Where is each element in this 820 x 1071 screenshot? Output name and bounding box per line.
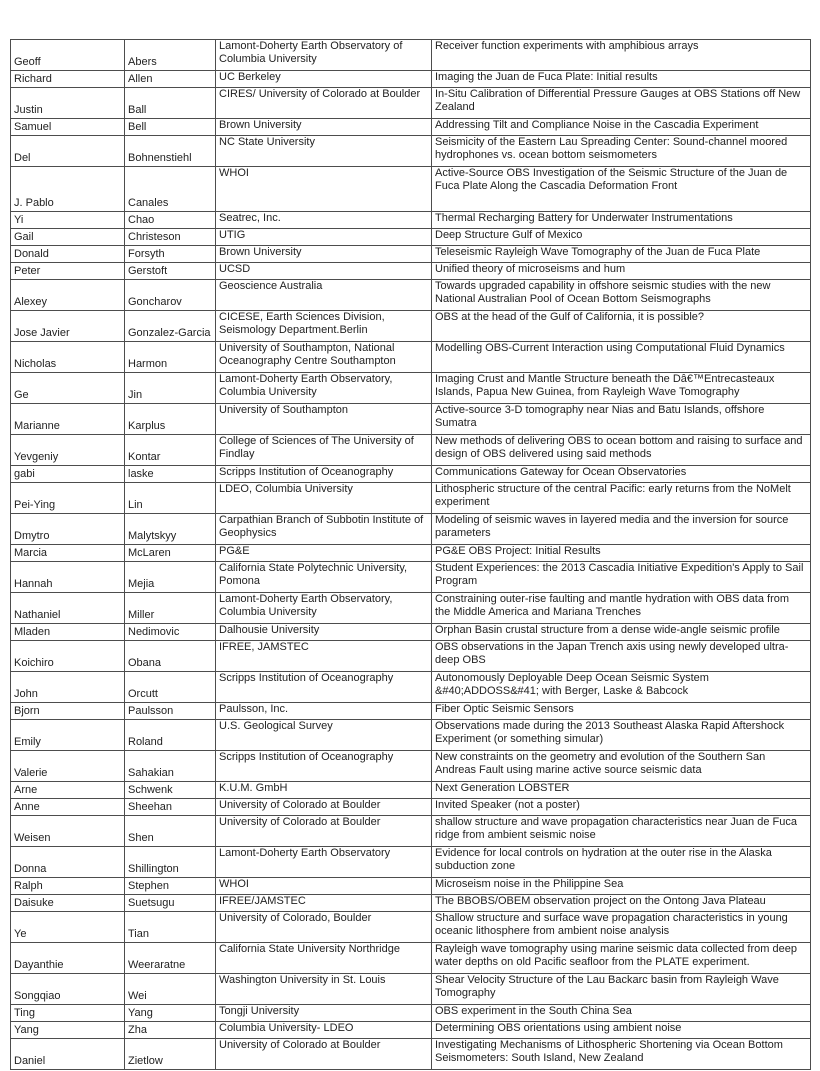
table-row — [11, 88, 811, 119]
institution-cell: Brown University — [216, 119, 432, 136]
institution-cell: IFREE, JAMSTEC — [216, 641, 432, 672]
title-cell: PG&E OBS Project: Initial Results — [432, 545, 811, 562]
institution-cell: California State Polytechnic University, Pomona — [216, 562, 432, 593]
institution-cell: Scripps Institution of Oceanography — [216, 466, 432, 483]
title-cell: Microseism noise in the Philippine Sea — [432, 878, 811, 895]
title-cell: Autonomously Deployable Deep Ocean Seismic System &#40;ADDOSS&#41; with Berger, Laske & Babcock — [432, 672, 811, 703]
table-row — [11, 545, 811, 562]
last-name-cell: Harmon — [125, 342, 216, 373]
last-name-cell: Paulsson — [125, 703, 216, 720]
institution-cell: U.S. Geological Survey — [216, 720, 432, 751]
title-cell: Invited Speaker (not a poster) — [432, 799, 811, 816]
institution-cell: Washington University in St. Louis — [216, 974, 432, 1005]
last-name-cell: Sheehan — [125, 799, 216, 816]
first-name-cell: J. Pablo — [11, 167, 125, 212]
last-name-cell: Sahakian — [125, 751, 216, 782]
last-name-cell: Shillington — [125, 847, 216, 878]
table-row — [11, 311, 811, 342]
first-name-cell: Jose Javier — [11, 311, 125, 342]
first-name-cell: Yang — [11, 1022, 125, 1039]
first-name-cell: Yi — [11, 212, 125, 229]
first-name-cell: Arne — [11, 782, 125, 799]
first-name-cell: Nathaniel — [11, 593, 125, 624]
institution-cell: NC State University — [216, 136, 432, 167]
institution-cell: College of Sciences of The University of Findlay — [216, 435, 432, 466]
title-cell: Active-Source OBS Investigation of the Seismic Structure of the Juan de Fuca Plate Along the Cascadia Deformation Front — [432, 167, 811, 212]
first-name-cell: Peter — [11, 263, 125, 280]
last-name-cell: Nedimovic — [125, 624, 216, 641]
last-name-cell: Bohnenstiehl — [125, 136, 216, 167]
last-name-cell: Ball — [125, 88, 216, 119]
table-row — [11, 720, 811, 751]
first-name-cell: gabi — [11, 466, 125, 483]
title-cell: Communications Gateway for Ocean Observatories — [432, 466, 811, 483]
table-row — [11, 703, 811, 720]
table-row — [11, 229, 811, 246]
title-cell: The BBOBS/OBEM observation project on the Ontong Java Plateau — [432, 895, 811, 912]
institution-cell: California State University Northridge — [216, 943, 432, 974]
first-name-cell: Alexey — [11, 280, 125, 311]
table-row — [11, 562, 811, 593]
institution-cell: University of Southampton — [216, 404, 432, 435]
institution-cell: PG&E — [216, 545, 432, 562]
last-name-cell: Zietlow — [125, 1039, 216, 1070]
first-name-cell: Weisen — [11, 816, 125, 847]
first-name-cell: Justin — [11, 88, 125, 119]
first-name-cell: Koichiro — [11, 641, 125, 672]
last-name-cell: McLaren — [125, 545, 216, 562]
last-name-cell: Tian — [125, 912, 216, 943]
institution-cell: Columbia University- LDEO — [216, 1022, 432, 1039]
last-name-cell: Forsyth — [125, 246, 216, 263]
last-name-cell: Kontar — [125, 435, 216, 466]
table-row — [11, 641, 811, 672]
table-row — [11, 782, 811, 799]
last-name-cell: Karplus — [125, 404, 216, 435]
title-cell: New methods of delivering OBS to ocean bottom and raising to surface and design of OBS delivered using said methods — [432, 435, 811, 466]
table-row — [11, 1022, 811, 1039]
first-name-cell: Marianne — [11, 404, 125, 435]
first-name-cell: Emily — [11, 720, 125, 751]
first-name-cell: Nicholas — [11, 342, 125, 373]
table-row — [11, 342, 811, 373]
title-cell: Teleseismic Rayleigh Wave Tomography of the Juan de Fuca Plate — [432, 246, 811, 263]
first-name-cell: Gail — [11, 229, 125, 246]
last-name-cell: Miller — [125, 593, 216, 624]
last-name-cell: Chao — [125, 212, 216, 229]
table-row — [11, 167, 811, 212]
table-row — [11, 912, 811, 943]
title-cell: Observations made during the 2013 Southeast Alaska Rapid Aftershock Experiment (or something simular) — [432, 720, 811, 751]
institution-cell: CIRES/ University of Colorado at Boulder — [216, 88, 432, 119]
first-name-cell: Donald — [11, 246, 125, 263]
title-cell: Fiber Optic Seismic Sensors — [432, 703, 811, 720]
title-cell: Seismicity of the Eastern Lau Spreading Center: Sound-channel moored hydrophones vs. ocean bottom seismometers — [432, 136, 811, 167]
first-name-cell: Marcia — [11, 545, 125, 562]
title-cell: OBS observations in the Japan Trench axis using newly developed ultra-deep OBS — [432, 641, 811, 672]
table-row — [11, 246, 811, 263]
first-name-cell: Valerie — [11, 751, 125, 782]
institution-cell: Tongji University — [216, 1005, 432, 1022]
table-row — [11, 943, 811, 974]
first-name-cell: John — [11, 672, 125, 703]
table-row — [11, 435, 811, 466]
table-row — [11, 40, 811, 71]
first-name-cell: Yevgeniy — [11, 435, 125, 466]
last-name-cell: Weeraratne — [125, 943, 216, 974]
first-name-cell: Daisuke — [11, 895, 125, 912]
institution-cell: Lamont-Doherty Earth Observatory, Columbia University — [216, 373, 432, 404]
participants-table — [10, 39, 811, 1070]
first-name-cell: Ralph — [11, 878, 125, 895]
title-cell: Thermal Recharging Battery for Underwater Instrumentations — [432, 212, 811, 229]
last-name-cell: Goncharov — [125, 280, 216, 311]
title-cell: Active-source 3-D tomography near Nias and Batu Islands, offshore Sumatra — [432, 404, 811, 435]
first-name-cell: Pei-Ying — [11, 483, 125, 514]
title-cell: Towards upgraded capability in offshore seismic studies with the new National Australian Pool of Ocean Bottom Seismographs — [432, 280, 811, 311]
institution-cell: Dalhousie University — [216, 624, 432, 641]
title-cell: OBS at the head of the Gulf of California, it is possible? — [432, 311, 811, 342]
first-name-cell: Ge — [11, 373, 125, 404]
last-name-cell: Bell — [125, 119, 216, 136]
first-name-cell: Dmytro — [11, 514, 125, 545]
institution-cell: K.U.M. GmbH — [216, 782, 432, 799]
last-name-cell: Zha — [125, 1022, 216, 1039]
table-row — [11, 71, 811, 88]
last-name-cell: Roland — [125, 720, 216, 751]
first-name-cell: Ting — [11, 1005, 125, 1022]
table-row — [11, 895, 811, 912]
last-name-cell: Lin — [125, 483, 216, 514]
last-name-cell: Canales — [125, 167, 216, 212]
title-cell: New constraints on the geometry and evolution of the Southern San Andreas Fault using marine active source seismic data — [432, 751, 811, 782]
last-name-cell: Malytskyy — [125, 514, 216, 545]
institution-cell: UCSD — [216, 263, 432, 280]
first-name-cell: Geoff — [11, 40, 125, 71]
institution-cell: Lamont-Doherty Earth Observatory of Columbia University — [216, 40, 432, 71]
table-row — [11, 624, 811, 641]
last-name-cell: Allen — [125, 71, 216, 88]
table-row — [11, 1039, 811, 1070]
table-row — [11, 404, 811, 435]
last-name-cell: Wei — [125, 974, 216, 1005]
title-cell: Modelling OBS-Current Interaction using Computational Fluid Dynamics — [432, 342, 811, 373]
title-cell: Receiver function experiments with amphibious arrays — [432, 40, 811, 71]
institution-cell: Carpathian Branch of Subbotin Institute of Geophysics — [216, 514, 432, 545]
first-name-cell: Bjorn — [11, 703, 125, 720]
last-name-cell: Schwenk — [125, 782, 216, 799]
last-name-cell: Yang — [125, 1005, 216, 1022]
last-name-cell: Obana — [125, 641, 216, 672]
table-row — [11, 847, 811, 878]
institution-cell: LDEO, Columbia University — [216, 483, 432, 514]
first-name-cell: Samuel — [11, 119, 125, 136]
last-name-cell: Shen — [125, 816, 216, 847]
title-cell: Rayleigh wave tomography using marine seismic data collected from deep water depths on old Pacific seafloor from the PLATE experiment. — [432, 943, 811, 974]
title-cell: Constraining outer-rise faulting and mantle hydration with OBS data from the Middle America and Mariana Trenches — [432, 593, 811, 624]
institution-cell: UTIG — [216, 229, 432, 246]
last-name-cell: Christeson — [125, 229, 216, 246]
title-cell: Investigating Mechanisms of Lithospheric Shortening via Ocean Bottom Seismometers: South Island, New Zealand — [432, 1039, 811, 1070]
title-cell: Unified theory of microseisms and hum — [432, 263, 811, 280]
table-row — [11, 751, 811, 782]
last-name-cell: Orcutt — [125, 672, 216, 703]
first-name-cell: Richard — [11, 71, 125, 88]
table-row — [11, 212, 811, 229]
institution-cell: Scripps Institution of Oceanography — [216, 672, 432, 703]
last-name-cell: Gerstoft — [125, 263, 216, 280]
table-row — [11, 136, 811, 167]
table-row — [11, 974, 811, 1005]
title-cell: In-Situ Calibration of Differential Pressure Gauges at OBS Stations off New Zealand — [432, 88, 811, 119]
table-row — [11, 483, 811, 514]
last-name-cell: Jin — [125, 373, 216, 404]
first-name-cell: Del — [11, 136, 125, 167]
table-row — [11, 466, 811, 483]
title-cell: Shallow structure and surface wave propagation characteristics in young oceanic lithosphere from ambient noise analysis — [432, 912, 811, 943]
institution-cell: University of Colorado, Boulder — [216, 912, 432, 943]
institution-cell: University of Colorado at Boulder — [216, 816, 432, 847]
institution-cell: Scripps Institution of Oceanography — [216, 751, 432, 782]
table-row — [11, 280, 811, 311]
title-cell: OBS experiment in the South China Sea — [432, 1005, 811, 1022]
institution-cell: University of Southampton, National Oceanography Centre Southampton — [216, 342, 432, 373]
institution-cell: University of Colorado at Boulder — [216, 799, 432, 816]
first-name-cell: Dayanthie — [11, 943, 125, 974]
participants-table-body — [11, 40, 811, 1070]
table-row — [11, 593, 811, 624]
title-cell: Evidence for local controls on hydration at the outer rise in the Alaska subduction zone — [432, 847, 811, 878]
table-row — [11, 672, 811, 703]
first-name-cell: Daniel — [11, 1039, 125, 1070]
table-row — [11, 263, 811, 280]
first-name-cell: Anne — [11, 799, 125, 816]
institution-cell: CICESE, Earth Sciences Division, Seismology Department.Berlin — [216, 311, 432, 342]
last-name-cell: Abers — [125, 40, 216, 71]
table-row — [11, 816, 811, 847]
institution-cell: Lamont-Doherty Earth Observatory — [216, 847, 432, 878]
first-name-cell: Donna — [11, 847, 125, 878]
table-row — [11, 373, 811, 404]
title-cell: shallow structure and wave propagation characteristics near Juan de Fuca ridge from ambient seismic noise — [432, 816, 811, 847]
first-name-cell: Hannah — [11, 562, 125, 593]
last-name-cell: Suetsugu — [125, 895, 216, 912]
institution-cell: WHOI — [216, 167, 432, 212]
first-name-cell: Mladen — [11, 624, 125, 641]
institution-cell: Brown University — [216, 246, 432, 263]
institution-cell: Geoscience Australia — [216, 280, 432, 311]
table-row — [11, 799, 811, 816]
institution-cell: IFREE/JAMSTEC — [216, 895, 432, 912]
title-cell: Orphan Basin crustal structure from a dense wide-angle seismic profile — [432, 624, 811, 641]
institution-cell: Seatrec, Inc. — [216, 212, 432, 229]
table-row — [11, 514, 811, 545]
title-cell: Next Generation LOBSTER — [432, 782, 811, 799]
table-row — [11, 119, 811, 136]
title-cell: Deep Structure Gulf of Mexico — [432, 229, 811, 246]
last-name-cell: Gonzalez-Garcia — [125, 311, 216, 342]
first-name-cell: Ye — [11, 912, 125, 943]
table-row — [11, 878, 811, 895]
institution-cell: Lamont-Doherty Earth Observatory, Columbia University — [216, 593, 432, 624]
institution-cell: UC Berkeley — [216, 71, 432, 88]
table-row — [11, 1005, 811, 1022]
title-cell: Imaging Crust and Mantle Structure beneath the Dâ€™Entrecasteaux Islands, Papua New Guinea, from Rayleigh Wave Tomography — [432, 373, 811, 404]
title-cell: Lithospheric structure of the central Pacific: early returns from the NoMelt experiment — [432, 483, 811, 514]
last-name-cell: Stephen — [125, 878, 216, 895]
institution-cell: University of Colorado at Boulder — [216, 1039, 432, 1070]
title-cell: Determining OBS orientations using ambient noise — [432, 1022, 811, 1039]
title-cell: Modeling of seismic waves in layered media and the inversion for source parameters — [432, 514, 811, 545]
institution-cell: Paulsson, Inc. — [216, 703, 432, 720]
title-cell: Imaging the Juan de Fuca Plate: Initial results — [432, 71, 811, 88]
title-cell: Shear Velocity Structure of the Lau Backarc basin from Rayleigh Wave Tomography — [432, 974, 811, 1005]
last-name-cell: laske — [125, 466, 216, 483]
last-name-cell: Mejia — [125, 562, 216, 593]
title-cell: Addressing Tilt and Compliance Noise in the Cascadia Experiment — [432, 119, 811, 136]
institution-cell: WHOI — [216, 878, 432, 895]
title-cell: Student Experiences: the 2013 Cascadia Initiative Expedition's Apply to Sail Program — [432, 562, 811, 593]
first-name-cell: Songqiao — [11, 974, 125, 1005]
